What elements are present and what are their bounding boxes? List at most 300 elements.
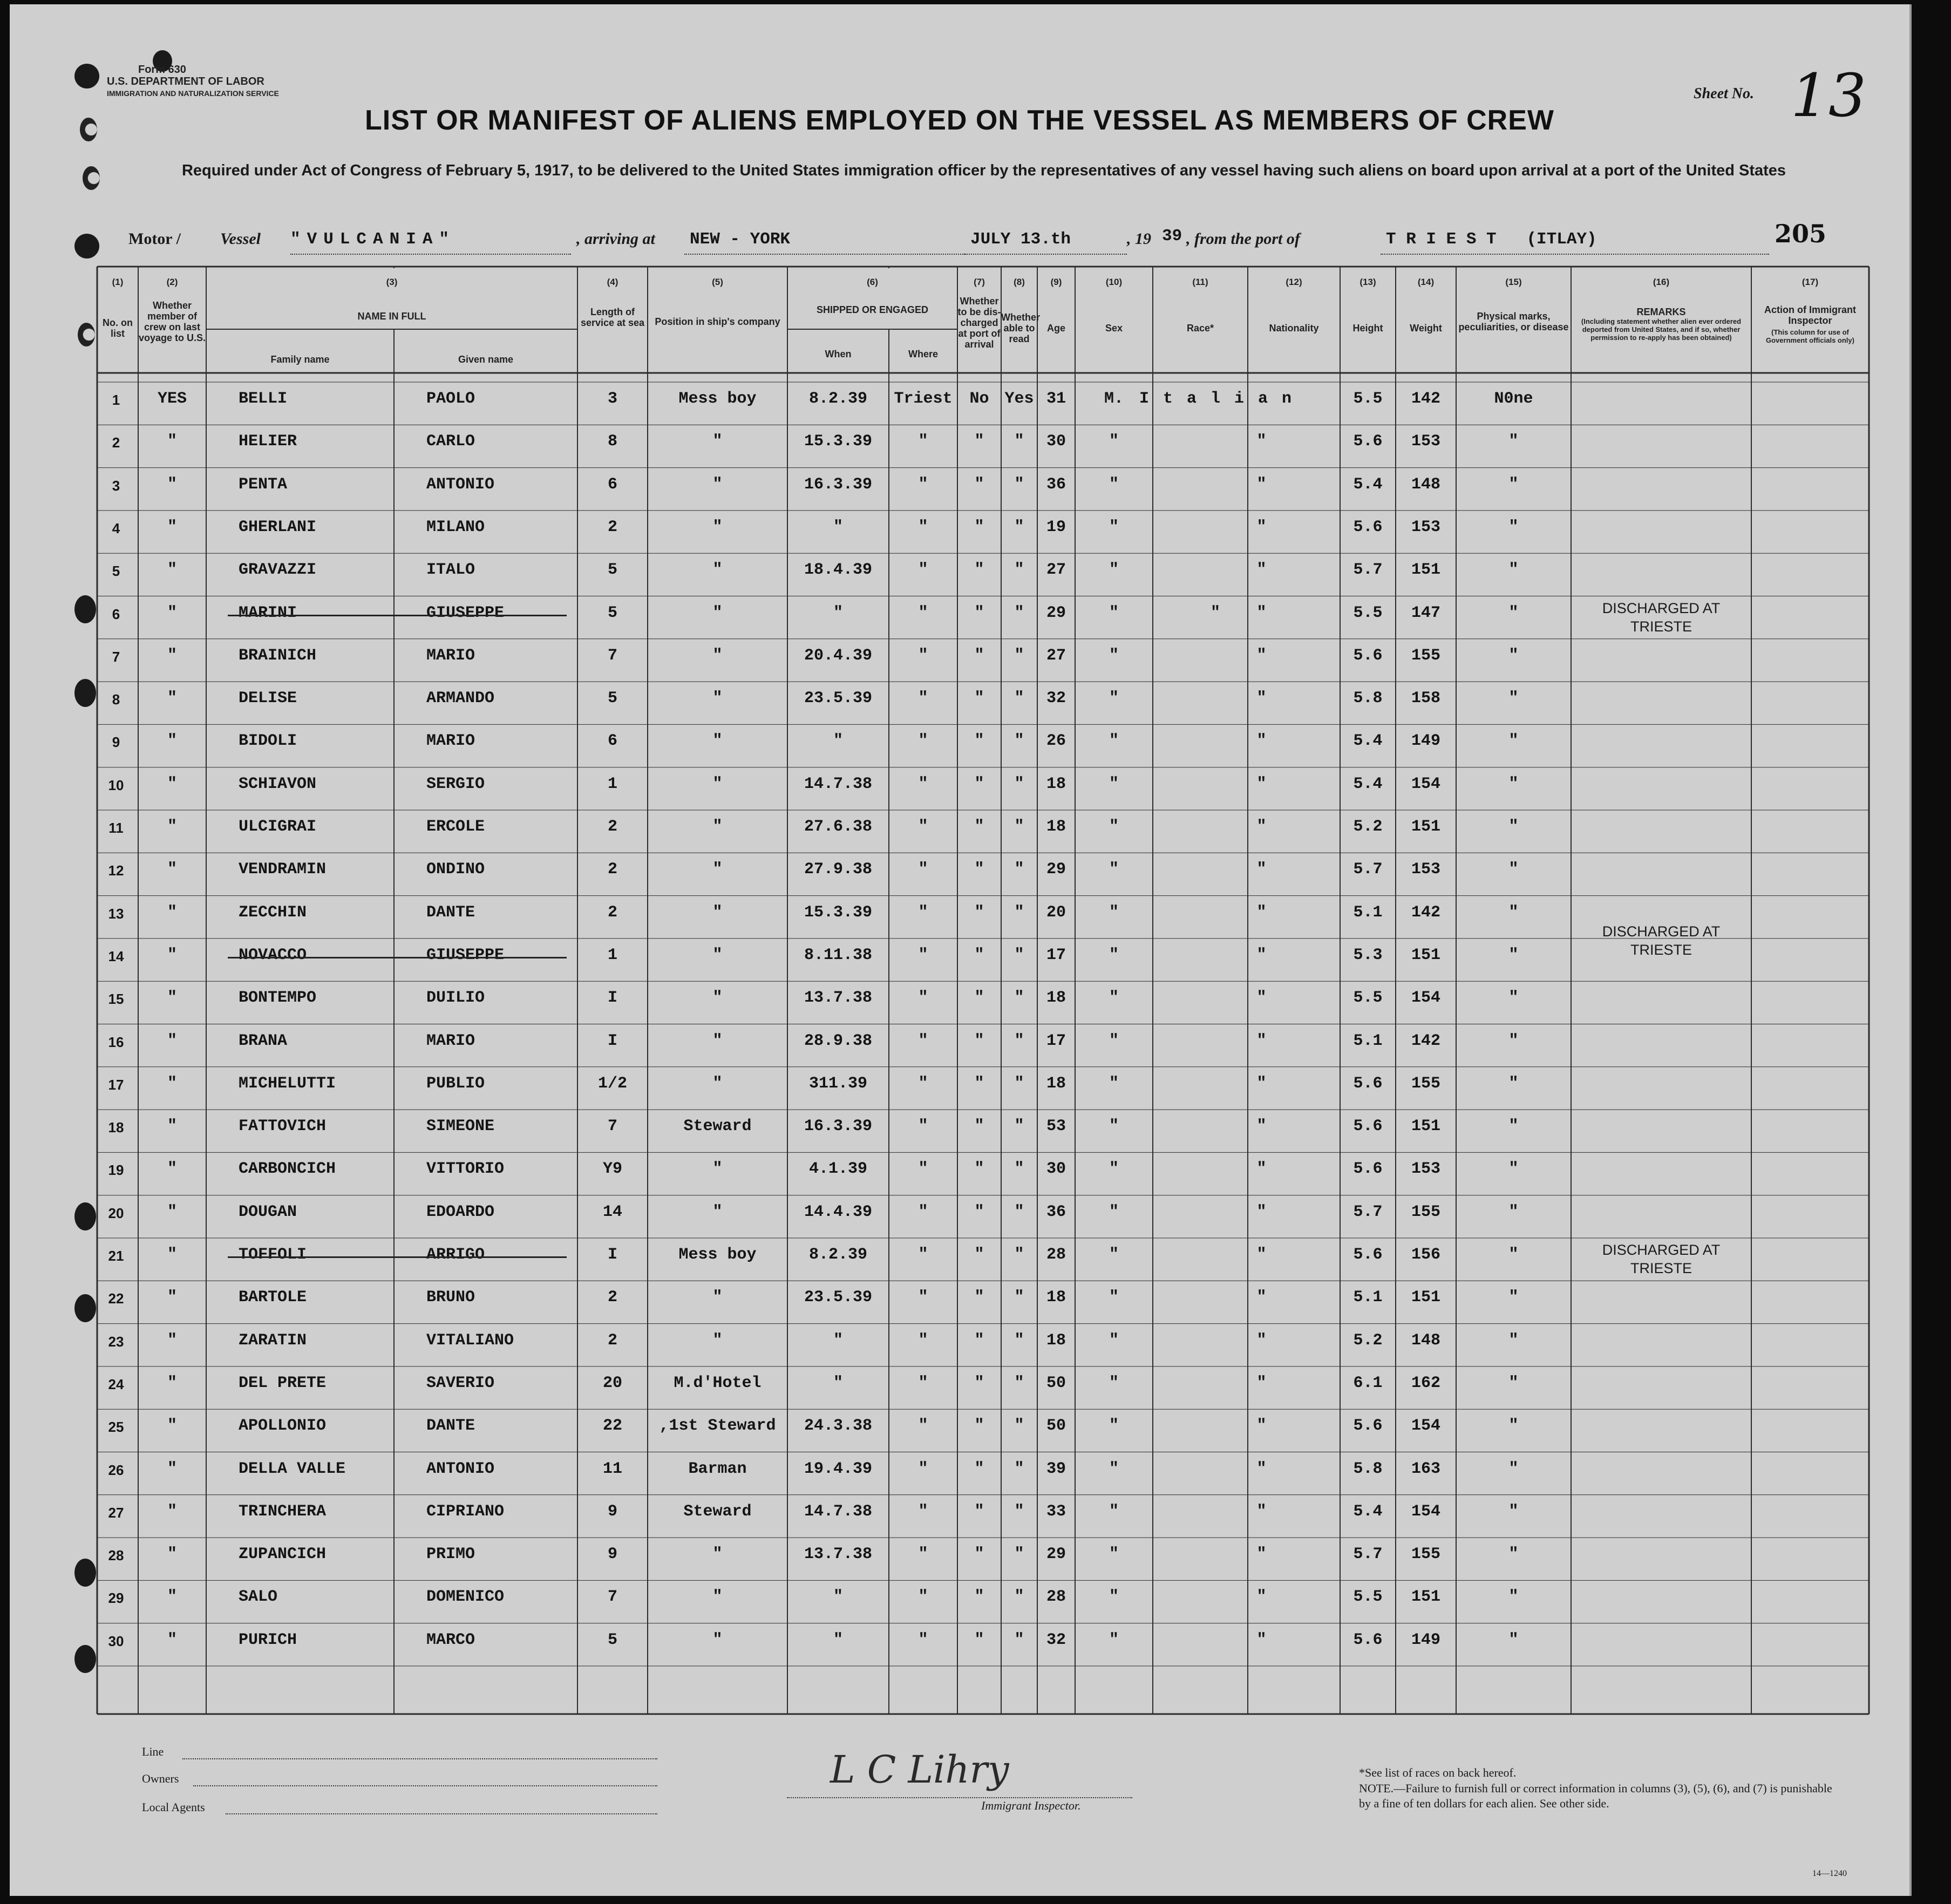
cell-position: " xyxy=(712,1031,723,1050)
column-number: (13) xyxy=(1359,277,1376,287)
arrival-port: NEW - YORK xyxy=(690,230,791,249)
cell-given: SERGIO xyxy=(426,774,485,793)
cell-position: " xyxy=(712,946,723,964)
cell-given: EDOARDO xyxy=(426,1202,495,1221)
cell-read: " xyxy=(1014,903,1024,922)
cell-marks: " xyxy=(1508,1459,1519,1478)
cell-service: 3 xyxy=(607,390,618,408)
cell-nat: " xyxy=(1256,1588,1267,1607)
cell-weight: 163 xyxy=(1411,1459,1441,1478)
cell-read: " xyxy=(1014,1373,1024,1392)
column-number: (7) xyxy=(974,277,985,287)
cell-nat: " xyxy=(1256,1074,1267,1093)
cell-read: Yes xyxy=(1004,390,1034,408)
cell-family: ZARATIN xyxy=(239,1331,307,1350)
cell-height: 5.5 xyxy=(1353,1588,1383,1607)
cell-when: 24.3.38 xyxy=(804,1417,873,1436)
owners-label: Owners xyxy=(142,1772,179,1785)
cell-family: BARTOLE xyxy=(239,1288,307,1307)
cell-age: 18 xyxy=(1046,818,1066,836)
cell-sex: " xyxy=(1109,1545,1119,1564)
cell-age: 19 xyxy=(1046,518,1066,536)
cell-given: ARRIGO xyxy=(426,1246,485,1264)
column-number: (16) xyxy=(1653,277,1670,287)
cell-age: 29 xyxy=(1046,603,1066,622)
column-number: (1) xyxy=(112,277,124,287)
cell-weight: 147 xyxy=(1411,603,1441,622)
cell-when: 13.7.38 xyxy=(804,1545,873,1564)
cell-when: 8.2.39 xyxy=(808,390,868,408)
row-number: 24 xyxy=(108,1376,124,1392)
cell-position: " xyxy=(712,903,723,922)
cell-service: 6 xyxy=(607,732,618,751)
cell-read: " xyxy=(1014,946,1024,964)
remark-discharged: DISCHARGED AT TRIESTE xyxy=(1602,1242,1721,1276)
cell-read: " xyxy=(1014,1117,1024,1136)
vessel-label: Vessel xyxy=(220,230,261,248)
cell-prev: " xyxy=(167,1160,178,1179)
cell-position: " xyxy=(712,732,723,751)
cell-disch: " xyxy=(974,860,984,879)
header-where: Where xyxy=(908,349,938,359)
cell-disch: " xyxy=(974,1031,984,1050)
cell-age: 27 xyxy=(1046,561,1066,580)
cell-marks: " xyxy=(1508,561,1519,580)
cell-marks: " xyxy=(1508,1373,1519,1392)
cell-read: " xyxy=(1014,603,1024,622)
cell-nat: " xyxy=(1256,818,1267,836)
cell-sex: " xyxy=(1109,1630,1119,1649)
cell-prev: " xyxy=(167,1288,178,1307)
cell-disch: " xyxy=(974,1630,984,1649)
header-nationality: Nationality xyxy=(1269,323,1319,334)
cell-disch: " xyxy=(974,1417,984,1436)
cell-service: 2 xyxy=(607,1288,618,1307)
cell-nat: " xyxy=(1256,646,1267,665)
manifest-document xyxy=(10,4,1912,1896)
cell-read: " xyxy=(1014,860,1024,879)
cell-weight: 155 xyxy=(1411,1202,1441,1221)
cell-nat: " xyxy=(1256,1202,1267,1221)
cell-age: 36 xyxy=(1046,475,1066,494)
cell-read: " xyxy=(1014,774,1024,793)
cell-disch: " xyxy=(974,432,984,451)
strike-through xyxy=(228,1256,567,1258)
cell-family: DELISE xyxy=(239,689,297,708)
cell-sex: " xyxy=(1109,774,1119,793)
cell-race: " xyxy=(1210,603,1223,622)
cell-nat: " xyxy=(1256,1417,1267,1436)
cell-when: 14.4.39 xyxy=(804,1202,873,1221)
cell-age: 18 xyxy=(1046,1331,1066,1350)
cell-where: " xyxy=(918,1031,928,1050)
cell-sex: " xyxy=(1109,818,1119,836)
cell-read: " xyxy=(1014,1074,1024,1093)
penalty-note: NOTE.—Failure to furnish full or correct information in columns (3), (5), (6), and (7) is punishable by a fine of ten dollars for each alien. See other side. xyxy=(1359,1781,1832,1810)
cell-nat: " xyxy=(1256,475,1267,494)
cell-where: " xyxy=(918,1373,928,1392)
cell-nat: " xyxy=(1256,1331,1267,1350)
cell-where: " xyxy=(918,774,928,793)
cell-weight: 148 xyxy=(1411,475,1441,494)
cell-marks: " xyxy=(1508,1331,1519,1350)
cell-given: MARIO xyxy=(426,732,475,751)
cell-nat: " xyxy=(1256,1630,1267,1649)
cell-height: 5.5 xyxy=(1353,603,1383,622)
cell-given: DUILIO xyxy=(426,989,485,1008)
cell-position: " xyxy=(712,818,723,836)
cell-disch: " xyxy=(974,1074,984,1093)
cell-age: 53 xyxy=(1046,1117,1066,1136)
cell-given: VITTORIO xyxy=(426,1160,505,1179)
cell-sex: " xyxy=(1109,1373,1119,1392)
cell-where: " xyxy=(918,1160,928,1179)
cell-nat: " xyxy=(1256,774,1267,793)
cell-where: " xyxy=(918,689,928,708)
row-number: 27 xyxy=(108,1504,124,1521)
cell-service: 9 xyxy=(607,1545,618,1564)
cell-height: 5.3 xyxy=(1353,946,1383,964)
row-number: 1 xyxy=(112,392,120,408)
cell-where: " xyxy=(918,1545,928,1564)
cell-family: VENDRAMIN xyxy=(239,860,327,879)
cell-family: PURICH xyxy=(239,1630,297,1649)
cell-when: " xyxy=(833,1331,844,1350)
cell-nat: " xyxy=(1256,732,1267,751)
column-number: (17) xyxy=(1802,277,1819,287)
cell-weight: 155 xyxy=(1411,646,1441,665)
header-position: Position in ship's company xyxy=(655,316,780,327)
vessel-type: Motor / xyxy=(128,230,181,248)
cell-weight: 153 xyxy=(1411,1160,1441,1179)
cell-weight: 162 xyxy=(1411,1373,1441,1392)
cell-service: 7 xyxy=(607,646,618,665)
cell-height: 5.8 xyxy=(1353,689,1383,708)
header-length-of-service: Length of service at sea xyxy=(580,307,645,328)
cell-marks: " xyxy=(1508,1246,1519,1264)
cell-age: 18 xyxy=(1046,774,1066,793)
cell-marks: " xyxy=(1508,1588,1519,1607)
cell-age: 31 xyxy=(1046,390,1066,408)
cell-prev: " xyxy=(167,903,178,922)
cell-service: I xyxy=(607,1031,618,1050)
line-label: Line xyxy=(142,1745,164,1758)
cell-height: 5.8 xyxy=(1353,1459,1383,1478)
column-number: (12) xyxy=(1286,277,1302,287)
cell-prev: " xyxy=(167,518,178,536)
cell-where: " xyxy=(918,1588,928,1607)
header-able-to-read: Whether able to read xyxy=(1001,312,1040,344)
cell-read: " xyxy=(1014,732,1024,751)
cell-family: ZUPANCICH xyxy=(239,1545,327,1564)
cell-read: " xyxy=(1014,989,1024,1008)
row-number: 10 xyxy=(108,777,124,793)
cell-disch: " xyxy=(974,989,984,1008)
cell-service: 2 xyxy=(607,818,618,836)
row-number: 8 xyxy=(112,691,120,708)
cell-sex: " xyxy=(1109,432,1119,451)
cell-read: " xyxy=(1014,432,1024,451)
cell-given: PUBLIO xyxy=(426,1074,485,1093)
vessel-name: "VULCANIA" xyxy=(290,230,456,249)
cell-family: FATTOVICH xyxy=(239,1117,327,1136)
cell-age: 28 xyxy=(1046,1588,1066,1607)
cell-read: " xyxy=(1014,1288,1024,1307)
cell-marks: N0ne xyxy=(1494,390,1533,408)
cell-read: " xyxy=(1014,475,1024,494)
row-number: 16 xyxy=(108,1033,124,1050)
cell-disch: " xyxy=(974,1202,984,1221)
cell-when: 16.3.39 xyxy=(804,1117,873,1136)
cell-height: 5.4 xyxy=(1353,774,1383,793)
cell-given: ANTONIO xyxy=(426,475,495,494)
cell-position: M.d'Hotel xyxy=(674,1373,762,1392)
cell-nat: " xyxy=(1256,518,1267,536)
cell-service: 2 xyxy=(607,1331,618,1350)
cell-position: " xyxy=(712,1288,723,1307)
cell-family: BELLI xyxy=(239,390,288,408)
cell-disch: " xyxy=(974,1288,984,1307)
cell-weight: 155 xyxy=(1411,1545,1441,1564)
cell-disch: " xyxy=(974,603,984,622)
cell-marks: " xyxy=(1508,989,1519,1008)
cell-age: 18 xyxy=(1046,989,1066,1008)
cell-family: TOFFOLI xyxy=(239,1246,307,1264)
cell-family: APOLLONIO xyxy=(239,1417,327,1436)
cell-disch: No xyxy=(969,390,989,408)
cell-marks: " xyxy=(1508,946,1519,964)
cell-weight: 151 xyxy=(1411,946,1441,964)
cell-when: 18.4.39 xyxy=(804,561,873,580)
arrival-date: JULY 13.th xyxy=(970,230,1071,249)
header-remarks-note: (Including statement whether alien ever ordered deported from United States, and if so, whether permission to re-apply has been obtained) xyxy=(1581,317,1742,342)
column-number: (9) xyxy=(1050,277,1062,287)
cell-where: " xyxy=(918,646,928,665)
cell-nat: " xyxy=(1256,1288,1267,1307)
cell-when: 27.6.38 xyxy=(804,818,873,836)
inspector-signature: L C Lihry xyxy=(830,1747,1009,1792)
cell-prev: " xyxy=(167,646,178,665)
cell-service: 11 xyxy=(602,1459,623,1478)
cell-prev: " xyxy=(167,1074,178,1093)
cell-height: 5.1 xyxy=(1353,1288,1383,1307)
cell-given: ITALO xyxy=(426,561,475,580)
cell-disch: " xyxy=(974,774,984,793)
cell-height: 5.7 xyxy=(1353,860,1383,879)
cell-service: I xyxy=(607,1246,618,1264)
cell-weight: 154 xyxy=(1411,1502,1441,1521)
cell-given: ARMANDO xyxy=(426,689,495,708)
cell-sex: " xyxy=(1109,1202,1119,1221)
cell-marks: " xyxy=(1508,818,1519,836)
cell-read: " xyxy=(1014,1246,1024,1264)
cell-prev: " xyxy=(167,1630,178,1649)
cell-weight: 142 xyxy=(1411,1031,1441,1050)
cell-nat: " xyxy=(1256,946,1267,964)
header-discharged: Whether to be dis-charged at port of arrival xyxy=(957,296,1001,350)
cell-where: " xyxy=(918,903,928,922)
cell-given: GIUSEPPE xyxy=(426,603,505,622)
header-weight: Weight xyxy=(1410,323,1442,334)
column-number: (14) xyxy=(1417,277,1435,287)
cell-age: 17 xyxy=(1046,1031,1066,1050)
cell-family: SALO xyxy=(239,1588,278,1607)
strike-through xyxy=(228,957,567,958)
cell-family: ULCIGRAI xyxy=(239,818,317,836)
row-number: 21 xyxy=(108,1248,124,1264)
cell-marks: " xyxy=(1508,1074,1519,1093)
cell-service: 9 xyxy=(607,1502,618,1521)
cell-weight: 149 xyxy=(1411,732,1441,751)
cell-nat: " xyxy=(1256,689,1267,708)
row-number: 30 xyxy=(108,1633,124,1649)
cell-marks: " xyxy=(1508,1031,1519,1050)
header-race: Race* xyxy=(1186,323,1214,334)
cell-prev: " xyxy=(167,1417,178,1436)
column-number: (5) xyxy=(712,277,723,287)
cell-family: DELLA VALLE xyxy=(239,1459,346,1478)
cell-age: 36 xyxy=(1046,1202,1066,1221)
cell-given: CIPRIANO xyxy=(426,1502,505,1521)
cell-service: 14 xyxy=(602,1202,623,1221)
cell-where: " xyxy=(918,1417,928,1436)
row-number: 19 xyxy=(108,1162,124,1179)
cell-read: " xyxy=(1014,689,1024,708)
header-physical-marks: Physical marks, peculiarities, or disease xyxy=(1458,311,1569,332)
cell-where: " xyxy=(918,603,928,622)
cell-position: " xyxy=(712,989,723,1008)
cell-position: " xyxy=(712,561,723,580)
cell-read: " xyxy=(1014,1545,1024,1564)
cell-prev: " xyxy=(167,1202,178,1221)
cell-sex: " xyxy=(1109,1117,1119,1136)
cell-given: GIUSEPPE xyxy=(426,946,505,964)
cell-family: ZECCHIN xyxy=(239,903,307,922)
column-number: (10) xyxy=(1105,277,1123,287)
cell-age: 32 xyxy=(1046,689,1066,708)
cell-service: Y9 xyxy=(602,1160,623,1179)
cell-family: SCHIAVON xyxy=(239,774,317,793)
cell-height: 5.1 xyxy=(1353,903,1383,922)
cell-height: 5.5 xyxy=(1353,390,1383,408)
cell-sex: " xyxy=(1109,1502,1119,1521)
cell-sex: " xyxy=(1109,1031,1119,1050)
cell-age: 29 xyxy=(1046,1545,1066,1564)
cell-disch: " xyxy=(974,1459,984,1478)
cell-position: Barman xyxy=(688,1459,747,1478)
cell-family: TRINCHERA xyxy=(239,1502,327,1521)
cell-when: 14.7.38 xyxy=(804,1502,873,1521)
column-number: (8) xyxy=(1014,277,1025,287)
cell-disch: " xyxy=(974,1160,984,1179)
cell-family: BRANA xyxy=(239,1031,288,1050)
cell-age: 18 xyxy=(1046,1288,1066,1307)
cell-service: 5 xyxy=(607,561,618,580)
header-given-name: Given name xyxy=(458,354,514,365)
cell-prev: " xyxy=(167,1502,178,1521)
cell-weight: 154 xyxy=(1411,1417,1441,1436)
cell-height: 5.6 xyxy=(1353,646,1383,665)
cell-family: GRAVAZZI xyxy=(239,561,317,580)
cell-position: " xyxy=(712,860,723,879)
arriving-label: , arriving at xyxy=(576,230,655,248)
cell-nat: " xyxy=(1256,561,1267,580)
cell-age: 17 xyxy=(1046,946,1066,964)
cell-when: 23.5.39 xyxy=(804,1288,873,1307)
cell-position: " xyxy=(712,518,723,536)
cell-age: 39 xyxy=(1046,1459,1066,1478)
cell-given: CARLO xyxy=(426,432,475,451)
cell-position: " xyxy=(712,432,723,451)
cell-given: ANTONIO xyxy=(426,1459,495,1478)
cell-disch: " xyxy=(974,903,984,922)
cell-sex: " xyxy=(1109,1246,1119,1264)
cell-marks: " xyxy=(1508,860,1519,879)
cell-when: 20.4.39 xyxy=(804,646,873,665)
cell-prev: " xyxy=(167,989,178,1008)
cell-sex: " xyxy=(1109,475,1119,494)
cell-family: BONTEMPO xyxy=(239,989,317,1008)
cell-given: BRUNO xyxy=(426,1288,475,1307)
cell-read: " xyxy=(1014,1459,1024,1478)
cell-when: " xyxy=(833,1630,844,1649)
cell-weight: 153 xyxy=(1411,432,1441,451)
cell-age: 50 xyxy=(1046,1417,1066,1436)
cell-where: " xyxy=(918,1202,928,1221)
cell-weight: 142 xyxy=(1411,390,1441,408)
cell-service: 1/2 xyxy=(597,1074,628,1093)
cell-nat: " xyxy=(1256,860,1267,879)
cell-height: 5.6 xyxy=(1353,1074,1383,1093)
cell-sex: " xyxy=(1109,860,1119,879)
cell-position: " xyxy=(712,1588,723,1607)
cell-weight: 155 xyxy=(1411,1074,1441,1093)
cell-height: 5.2 xyxy=(1353,1331,1383,1350)
header-name-in-full: NAME IN FULL xyxy=(357,311,426,322)
row-number: 29 xyxy=(108,1590,124,1607)
cell-position: " xyxy=(712,1545,723,1564)
cell-when: 13.7.38 xyxy=(804,989,873,1008)
cell-nat: " xyxy=(1256,1031,1267,1050)
cell-given: SAVERIO xyxy=(426,1373,495,1392)
cell-read: " xyxy=(1014,1630,1024,1649)
cell-family: MICHELUTTI xyxy=(239,1074,336,1093)
cell-marks: " xyxy=(1508,774,1519,793)
cell-weight: 158 xyxy=(1411,689,1441,708)
cell-height: 5.2 xyxy=(1353,818,1383,836)
header-prev-voyage: Whether member of crew on last voyage to U.S. xyxy=(138,300,206,343)
cell-when: " xyxy=(833,518,844,536)
cell-prev: " xyxy=(167,818,178,836)
row-number: 12 xyxy=(108,862,124,879)
cell-marks: " xyxy=(1508,1202,1519,1221)
cell-position: " xyxy=(712,603,723,622)
cell-prev: " xyxy=(167,1331,178,1350)
cell-when: 4.1.39 xyxy=(808,1160,868,1179)
cell-position: " xyxy=(712,774,723,793)
cell-sex: " xyxy=(1109,1331,1119,1350)
cell-where: " xyxy=(918,1331,928,1350)
header-sex: Sex xyxy=(1105,323,1123,334)
cell-when: " xyxy=(833,1588,844,1607)
cell-height: 5.6 xyxy=(1353,518,1383,536)
cell-disch: " xyxy=(974,1373,984,1392)
cell-marks: " xyxy=(1508,646,1519,665)
cell-where: " xyxy=(918,432,928,451)
cell-prev: " xyxy=(167,860,178,879)
cell-when: 311.39 xyxy=(808,1074,868,1093)
cell-read: " xyxy=(1014,518,1024,536)
